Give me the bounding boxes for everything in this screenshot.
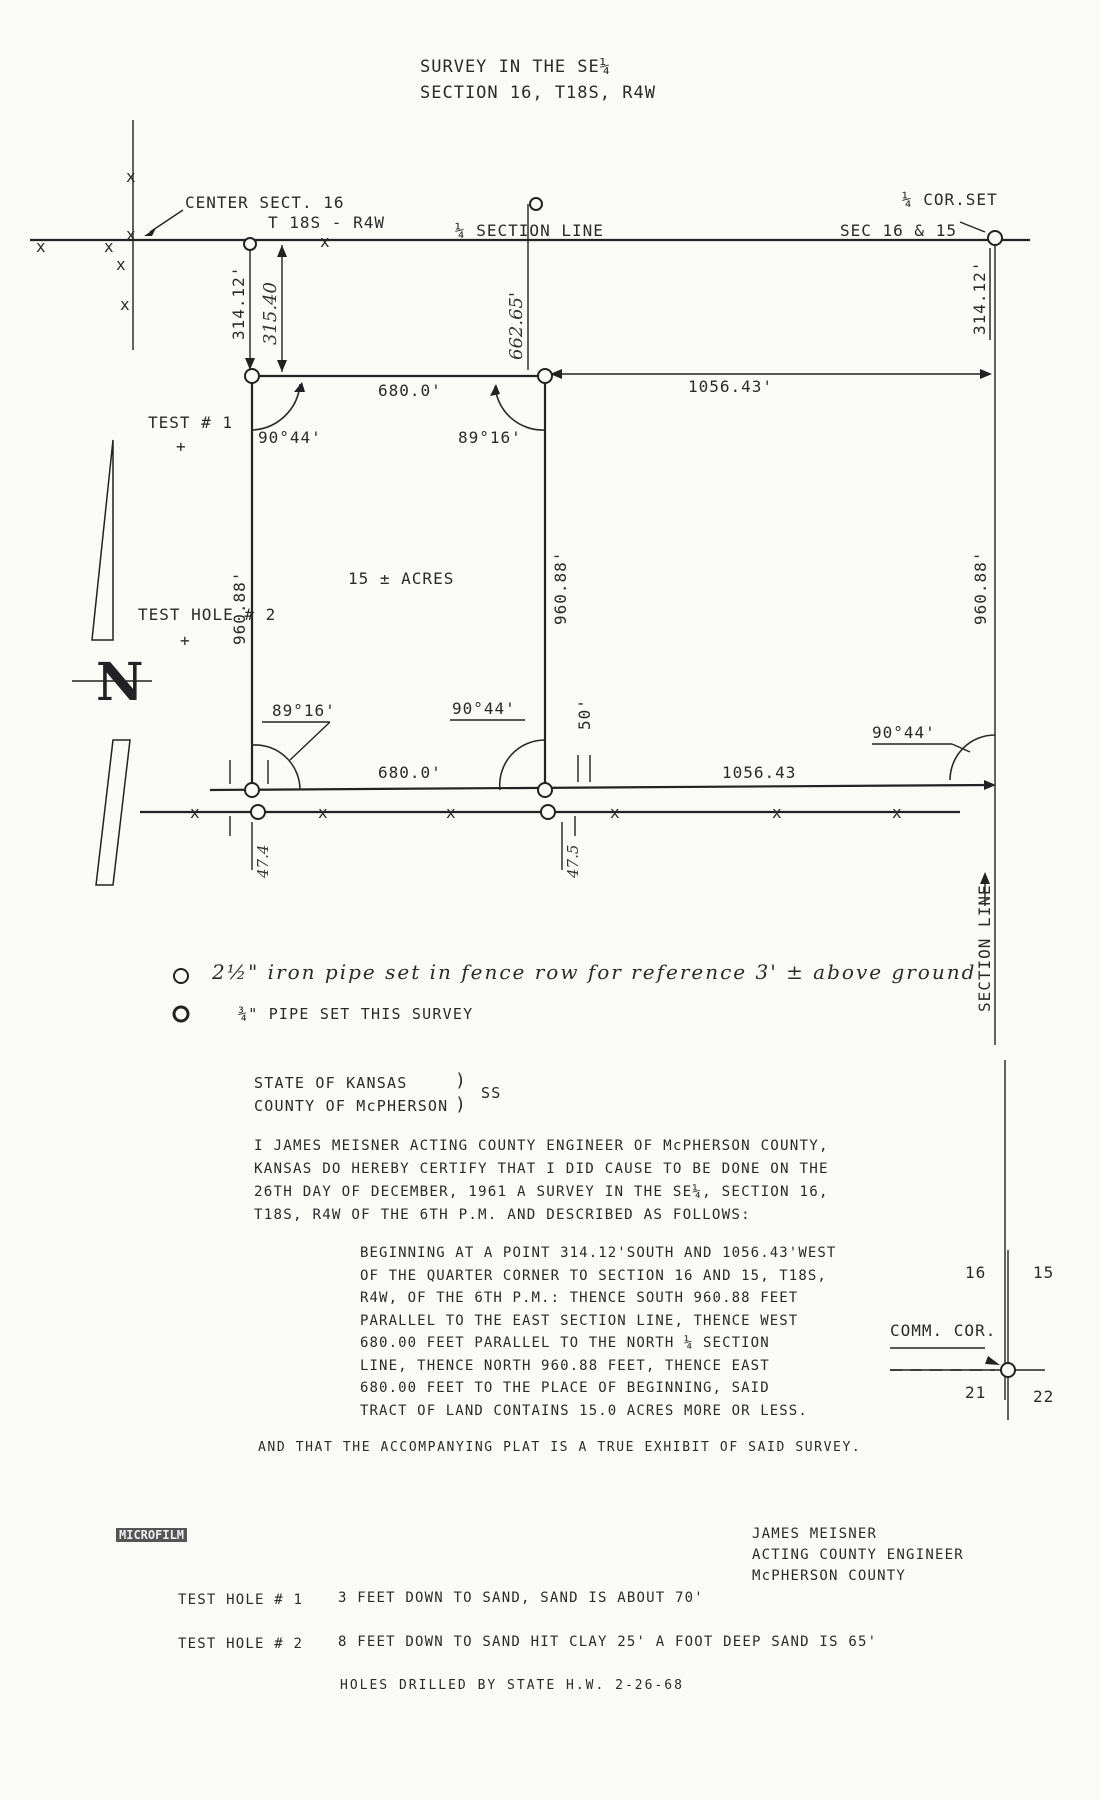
bottom-length: 680.0' (378, 763, 442, 782)
offset-50: 50' (575, 698, 594, 730)
test-hole-2-text: 8 FEET DOWN TO SAND HIT CLAY 25' A FOOT DEEP SAND IS 65' (338, 1634, 878, 1650)
west-side-length: 960.88' (230, 570, 249, 645)
cert-p3: 26TH DAY OF DECEMBER, 1961 A SURVEY IN THE SE¼, SECTION 16, (254, 1184, 829, 1200)
angle-arc-bottom-mid (500, 740, 545, 790)
signature-name: JAMES MEISNER (752, 1526, 878, 1542)
angle-arc-bottom-left (252, 745, 300, 790)
title-line2: SECTION 16, T18S, R4W (420, 83, 656, 103)
quarter-cor-set-label: ¼ COR.SET (902, 190, 998, 209)
bottom-east-length: 1056.43 (722, 763, 797, 782)
fence-dist-475: 47.5 (564, 844, 582, 878)
quarter-corner-marker (988, 231, 1002, 245)
fence-x: x (772, 803, 783, 822)
corner-n21: 21 (965, 1383, 987, 1402)
certificate-state-block (254, 1072, 448, 1118)
legal-description (360, 1242, 836, 1422)
holes-drilled-footer: HOLES DRILLED BY STATE H.W. 2-26-68 (340, 1678, 684, 1693)
desc-line: PARALLEL TO THE EAST SECTION LINE, THENCE WEST (360, 1312, 799, 1329)
desc-line: TRACT OF LAND CONTAINS 15.0 ACRES MORE OR LESS. (360, 1402, 808, 1419)
signature-county: McPHERSON COUNTY (752, 1568, 907, 1584)
corner-n15: 15 (1033, 1263, 1055, 1282)
section-line-label: SECTION LINE (975, 884, 994, 1012)
angle-arrow-top-mid (490, 384, 500, 396)
fence-x: x (36, 237, 47, 256)
sec-16-15-label: SEC 16 & 15 (840, 221, 957, 240)
comm-cor-label: COMM. COR. (890, 1321, 997, 1340)
tract-nw-corner (245, 369, 259, 383)
tract-ne-corner (538, 369, 552, 383)
fence-x: x (446, 803, 457, 822)
test-hole-2-label: TEST HOLE # 2 (178, 1636, 304, 1652)
fence-x: x (116, 255, 127, 274)
certificate-paragraph (254, 1135, 829, 1227)
desc-line: 680.00 FEET TO THE PLACE OF BEGINNING, SAID (360, 1380, 770, 1396)
angle-top-left: 90°44' (258, 428, 322, 447)
cert-state: STATE OF KANSAS (254, 1074, 408, 1092)
corner-n16: 16 (965, 1263, 987, 1282)
tract-se-corner (538, 783, 552, 797)
angle-bottom-left: 89°16' (272, 701, 336, 720)
center-sect-leader (150, 210, 183, 232)
quarter-section-line-label: ¼ SECTION LINE (455, 221, 604, 240)
legend-item-1: 2½" iron pipe set in fence row for reference 3' ± above ground (212, 960, 977, 984)
fence-x: x (104, 237, 115, 256)
cert-ss: SS (481, 1084, 502, 1102)
cert-bracket-2: ) (455, 1094, 468, 1115)
acres-label: 15 ± ACRES (348, 569, 455, 588)
signature-title: ACTING COUNTY ENGINEER (752, 1547, 964, 1563)
cert-county: COUNTY OF McPHERSON (254, 1097, 449, 1115)
nw-dim-arrow (277, 360, 287, 372)
north-pipe-marker (530, 198, 542, 210)
east-extension-arrowhead (980, 369, 992, 379)
mid-side-length: 960.88' (551, 550, 570, 625)
desc-line: 680.00 FEET PARALLEL TO THE NORTH ¼ SECTION (360, 1335, 770, 1351)
tract-sw-corner (245, 783, 259, 797)
east-side-length: 960.88' (971, 550, 990, 625)
north-arrow-tail (96, 740, 130, 885)
signature-block (752, 1524, 964, 1587)
desc-line: OF THE QUARTER CORNER TO SECTION 16 AND 15, T18S, (360, 1267, 827, 1284)
desc-line: BEGINNING AT A POINT 314.12'SOUTH AND 1056.43'WEST (360, 1245, 837, 1261)
angle-arc-top-left (252, 384, 300, 430)
fence-x: x (892, 803, 903, 822)
dist-north-left: 314.12' (229, 265, 248, 340)
microfilm-stamp: MICROFILM (116, 1528, 187, 1542)
test-1-plus: + (176, 437, 187, 456)
center-pipe-marker (244, 238, 256, 250)
test-2-label: TEST HOLE # 2 (138, 605, 277, 624)
top-east-length: 1056.43' (688, 377, 774, 396)
corner-diagram-arrowhead (985, 1356, 1000, 1365)
test-hole-1-label: TEST HOLE # 1 (178, 1592, 304, 1608)
legend-symbol-1 (174, 969, 188, 983)
angle-bottom-right: 90°44' (872, 723, 936, 742)
center-sect-label: CENTER SECT. 16 (185, 193, 345, 212)
fence-x: x (320, 232, 331, 251)
fence-pipe-se (541, 805, 555, 819)
fence-x: x (318, 803, 329, 822)
dist-north-right: 314.12' (970, 260, 989, 335)
cert-p4: T18S, R4W OF THE 6TH P.M. AND DESCRIBED AS FOLLOWS: (254, 1207, 751, 1223)
angle-bottom-mid: 90°44' (452, 699, 516, 718)
angle-arc-top-mid (495, 386, 545, 430)
desc-line: R4W, OF THE 6TH P.M.: THENCE SOUTH 960.88 FEET (360, 1290, 799, 1306)
township-label: T 18S - R4W (268, 213, 385, 232)
dist-north-mid-hw: 662.65' (506, 292, 527, 360)
test-hole-1-text: 3 FEET DOWN TO SAND, SAND IS ABOUT 70' (338, 1590, 704, 1606)
desc-line: LINE, THENCE NORTH 960.88 FEET, THENCE EAST (360, 1357, 770, 1374)
title-line1: SURVEY IN THE SE¼ (420, 57, 611, 77)
fence-x: x (610, 803, 621, 822)
angle-arc-bottom-right (950, 735, 995, 780)
nw-dim-arrow-top (277, 245, 287, 257)
fence-dist-474: 47.4 (254, 844, 272, 878)
cert-p2: KANSAS DO HEREBY CERTIFY THAT I DID CAUSE TO BE DONE ON THE (254, 1161, 829, 1177)
fence-x: x (126, 167, 137, 186)
dist-north-left-hw: 315.40 (260, 282, 281, 345)
angle-top-mid: 89°16' (458, 428, 522, 447)
north-arrow-shaft (92, 440, 113, 640)
fence-x: x (190, 803, 201, 822)
commencement-corner-marker (1001, 1363, 1015, 1377)
fence-x: x (126, 225, 137, 244)
legend-item-2: ¾" PIPE SET THIS SURVEY (238, 1005, 474, 1023)
angle-arrow-top-left (294, 382, 305, 392)
cor-set-leader (960, 222, 985, 232)
corner-n22: 22 (1033, 1387, 1055, 1406)
fence-pipe-sw (251, 805, 265, 819)
cert-bracket: ) (455, 1070, 468, 1091)
test-1-label: TEST # 1 (148, 413, 234, 432)
angle-leader-bottom-left-diag (290, 722, 330, 760)
legend-symbol-2 (174, 1007, 188, 1021)
top-length: 680.0' (378, 381, 442, 400)
section-line-arrowhead (980, 872, 990, 884)
fence-x: x (120, 295, 131, 314)
test-2-plus: + (180, 631, 191, 650)
cert-closing: AND THAT THE ACCOMPANYING PLAT IS A TRUE EXHIBIT OF SAID SURVEY. (258, 1440, 862, 1455)
tract-south-line (210, 785, 990, 790)
north-letter: N (96, 652, 144, 713)
cert-p1: I JAMES MEISNER ACTING COUNTY ENGINEER OF McPHERSON COUNTY, (254, 1138, 829, 1154)
south-extension-arrowhead (984, 780, 996, 790)
